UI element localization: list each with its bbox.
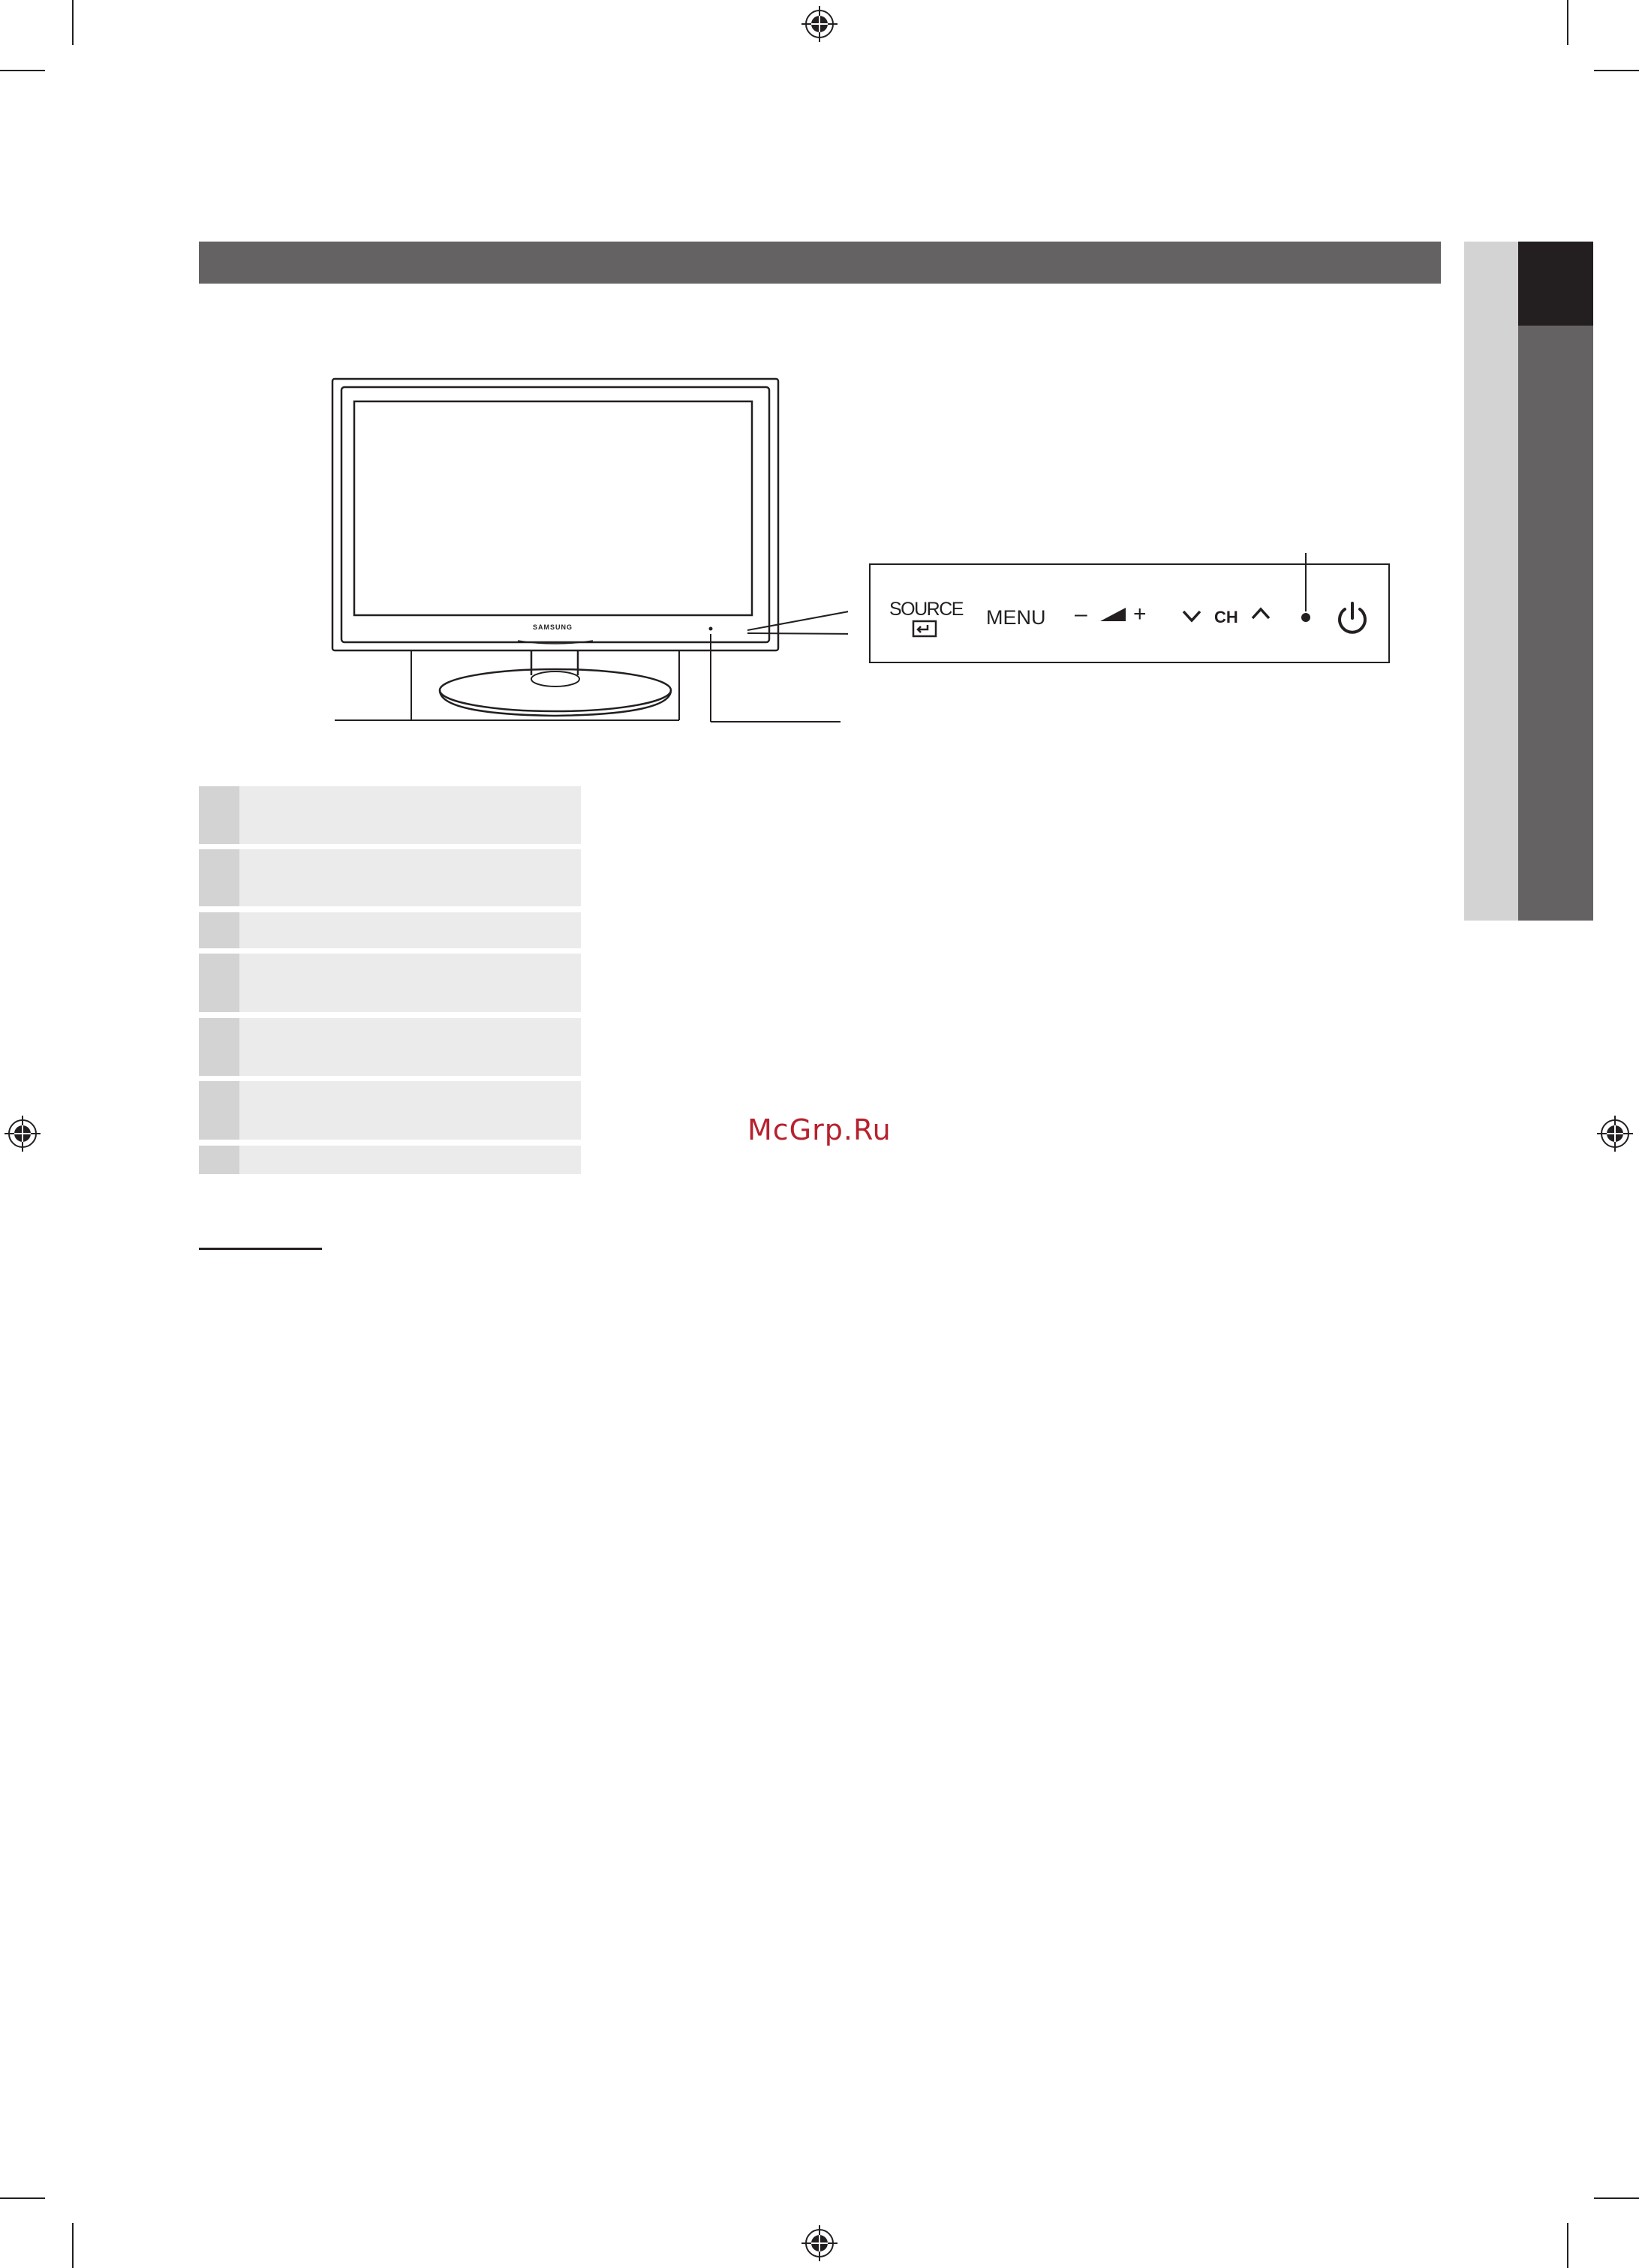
tv-screen bbox=[354, 401, 752, 615]
legend-number-cell bbox=[199, 912, 239, 948]
legend-row bbox=[199, 912, 581, 948]
registration-mark-icon bbox=[5, 1116, 41, 1152]
legend-number-cell bbox=[199, 786, 239, 844]
legend-number-cell bbox=[199, 1146, 239, 1174]
watermark-text: McGrp.Ru bbox=[747, 1113, 892, 1146]
crop-mark bbox=[72, 0, 74, 45]
legend-number-cell bbox=[199, 849, 239, 906]
note-underline bbox=[199, 1248, 322, 1250]
legend-row bbox=[199, 786, 581, 844]
volume-minus-label: – bbox=[1075, 602, 1087, 626]
chapter-tab-light bbox=[1464, 242, 1518, 921]
menu-button-label: MENU bbox=[986, 606, 1046, 629]
registration-mark-icon bbox=[801, 2225, 838, 2261]
crop-mark bbox=[72, 2223, 74, 2268]
crop-mark bbox=[0, 70, 45, 71]
chapter-tab-active bbox=[1518, 242, 1593, 326]
registration-mark-icon bbox=[1597, 1116, 1633, 1152]
panel-callout-line bbox=[1305, 553, 1307, 611]
legend-row bbox=[199, 1081, 581, 1140]
tv-stand-base bbox=[440, 669, 671, 711]
tv-indicator-dot bbox=[709, 627, 713, 631]
tv-outer-frame bbox=[332, 379, 778, 650]
legend-number-cell bbox=[199, 954, 239, 1012]
tv-bezel bbox=[341, 387, 769, 642]
registration-mark-icon bbox=[801, 6, 838, 42]
crop-mark bbox=[0, 2197, 45, 2199]
section-header-bar bbox=[199, 242, 1441, 284]
legend-number-cell bbox=[199, 1018, 239, 1076]
crop-mark bbox=[1594, 2197, 1639, 2199]
volume-plus-label: + bbox=[1133, 602, 1147, 626]
source-input-icon bbox=[911, 619, 938, 638]
source-button-label: SOURCE bbox=[889, 599, 963, 620]
tv-front-illustration bbox=[330, 375, 848, 735]
legend-row bbox=[199, 1146, 581, 1174]
chevron-down-icon bbox=[1181, 608, 1202, 623]
legend-number-cell bbox=[199, 1081, 239, 1140]
crop-mark bbox=[1567, 2223, 1568, 2268]
legend-row bbox=[199, 1018, 581, 1076]
power-icon bbox=[1334, 600, 1370, 636]
legend-row bbox=[199, 954, 581, 1012]
legend-row bbox=[199, 849, 581, 906]
volume-ramp-icon bbox=[1099, 606, 1127, 623]
crop-mark bbox=[1594, 70, 1639, 71]
chapter-tab-dark bbox=[1518, 242, 1593, 921]
tv-brand-logo: SAMSUNG bbox=[533, 623, 573, 631]
chevron-up-icon bbox=[1250, 606, 1271, 621]
indicator-dot bbox=[1299, 611, 1313, 624]
channel-label: CH bbox=[1214, 608, 1238, 626]
crop-mark bbox=[1567, 0, 1568, 45]
